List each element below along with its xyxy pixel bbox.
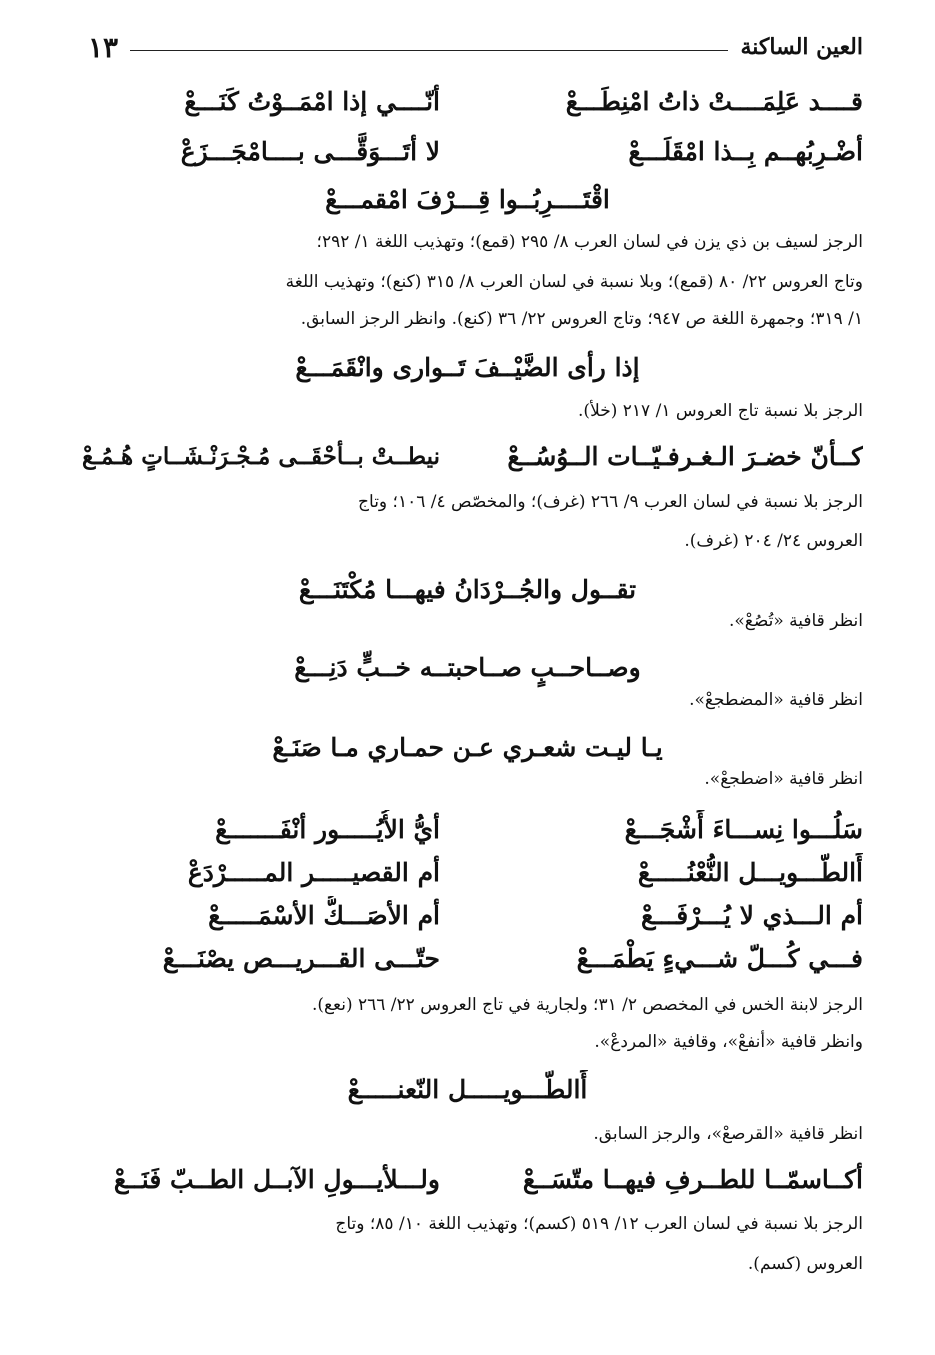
- note-line: الرجز بلا نسبة في لسان العرب ٩/ ٢٦٦ (غرف)؛ والمخصّص ٤/ ١٠٦؛ وتاج: [358, 492, 863, 512]
- page-number: ١٣: [88, 30, 119, 64]
- header-rule: [130, 50, 728, 51]
- verse-hemistich: أضْـرِبُهــم بِــذا امْقَلَـــعْ: [628, 137, 863, 166]
- verse-hemistich: أم القصيـــــر المـــــرْدَعْ: [187, 858, 440, 887]
- verse-hemistich: أَالطّـــويـــل النُّعْنُـــــعْ: [637, 858, 863, 887]
- note-line: العروس (كسم).: [747, 1254, 863, 1274]
- note-line: الرجز لابنة الخس في المخصص ٢/ ٣١؛ ولجارية في تاج العروس ٢٢/ ٢٦٦ (نعع).: [311, 995, 863, 1015]
- verse-line: يـا ليـت شعـري عـن حمـاري مـا صَنَـعْ: [272, 733, 663, 762]
- note-line: وتاج العروس ٢٢/ ٨٠ (قمع)؛ وبلا نسبة في لسان العرب ٨/ ٣١٥ (كنع)؛ وتهذيب اللغة: [285, 272, 863, 292]
- verse-hemistich: قــــد عَلِمَــــتْ ذاتُ امْنِطَـــعْ: [565, 87, 863, 116]
- verse-hemistich: أم الـــذي لا يُـــرْفَـــعْ: [641, 901, 863, 930]
- note-line: ١/ ٣١٩؛ وجمهرة اللغة ص ٩٤٧؛ وتاج العروس ٢٢/ ٣٦ (كنع). وانظر الرجز السابق.: [300, 309, 863, 329]
- verse-hemistich: أنّــــي إذا امْمَــوْتُ كَنَـــعْ: [184, 87, 440, 116]
- note-line: الرجز بلا نسبة تاج العروس ١/ ٢١٧ (خلأ).: [578, 401, 863, 421]
- verse-hemistich: سَلُـــوا نِســـاءَ أَشْجَـــعْ: [624, 815, 863, 844]
- chapter-title: العين الساكنة: [740, 34, 863, 60]
- verse-hemistich: أم الأصَـــكُّ الأسْمَـــــعْ: [208, 901, 440, 930]
- verse-hemistich: فـــي كُـــلّ شـــيءٍ يَطْمَـــعْ: [576, 944, 863, 973]
- note-line: انظر قافية «تُصُعْ».: [729, 611, 863, 631]
- note-line: وانظر قافية «أنفعْ»، وقافية «المردعْ».: [594, 1032, 863, 1052]
- note-line: انظر قافية «اضطجعْ».: [704, 769, 863, 789]
- note-line: الرجز بلا نسبة في لسان العرب ١٢/ ٥١٩ (كسم)؛ وتهذيب اللغة ١٠/ ٨٥؛ وتاج: [335, 1214, 863, 1234]
- note-line: الرجز لسيف بن ذي يزن في لسان العرب ٨/ ٢٩٥ (قمع)؛ وتهذيب اللغة ١/ ٢٩٢؛: [316, 232, 863, 252]
- verse-hemistich: حتّـــى القـــريـــص يصْنَـــعْ: [162, 944, 440, 973]
- verse-line: اقْتَــــرِبُــوا قِـــرْفَ امْقمـــعْ: [325, 185, 610, 214]
- verse-line: إذا رأى الضَّيْــفَ تَــوارى وانْقَمَـــعْ: [295, 353, 640, 382]
- verse-hemistich: نيطــتْ بــأحْقَــى مُـجْـرَنْـشَــاتٍ هُـمُـعْ: [82, 443, 440, 470]
- note-line: انظر قافية «القرصعْ»، والرجز السابق.: [593, 1124, 863, 1144]
- verse-hemistich: أكــاسمّــا للطــرفِ فيهــا متّسَــعْ: [522, 1165, 863, 1194]
- verse-line: وصــاحــبٍ صــاحبتــه خــبٍّ دَنِـــعْ: [294, 653, 641, 682]
- page-header: [88, 30, 863, 64]
- verse-hemistich: لا أتَـــوَقَّـــى بــــامْجَـــزَعْ: [180, 137, 440, 166]
- verse-hemistich: ولـــلأيـــولِ الآبــل الطــبّ فَنَــعْ: [113, 1165, 440, 1194]
- verse-hemistich: كــأنّ خضـرَ الـغـرفـيّــات الــوُسُــعْ: [507, 442, 863, 471]
- note-line: العروس ٢٤/ ٢٠٤ (غرف).: [684, 531, 863, 551]
- verse-line: أَالطّـــويـــــل النّعنـــــعْ: [347, 1075, 588, 1104]
- verse-hemistich: أيُّ الأُيُـــــور أنْفَـــــــعْ: [215, 815, 440, 844]
- note-line: انظر قافية «المضطجعْ».: [689, 690, 863, 710]
- verse-line: تقــول والجُــرْدَانُ فيهـــا مُكْتَنَـــعْ: [298, 575, 637, 604]
